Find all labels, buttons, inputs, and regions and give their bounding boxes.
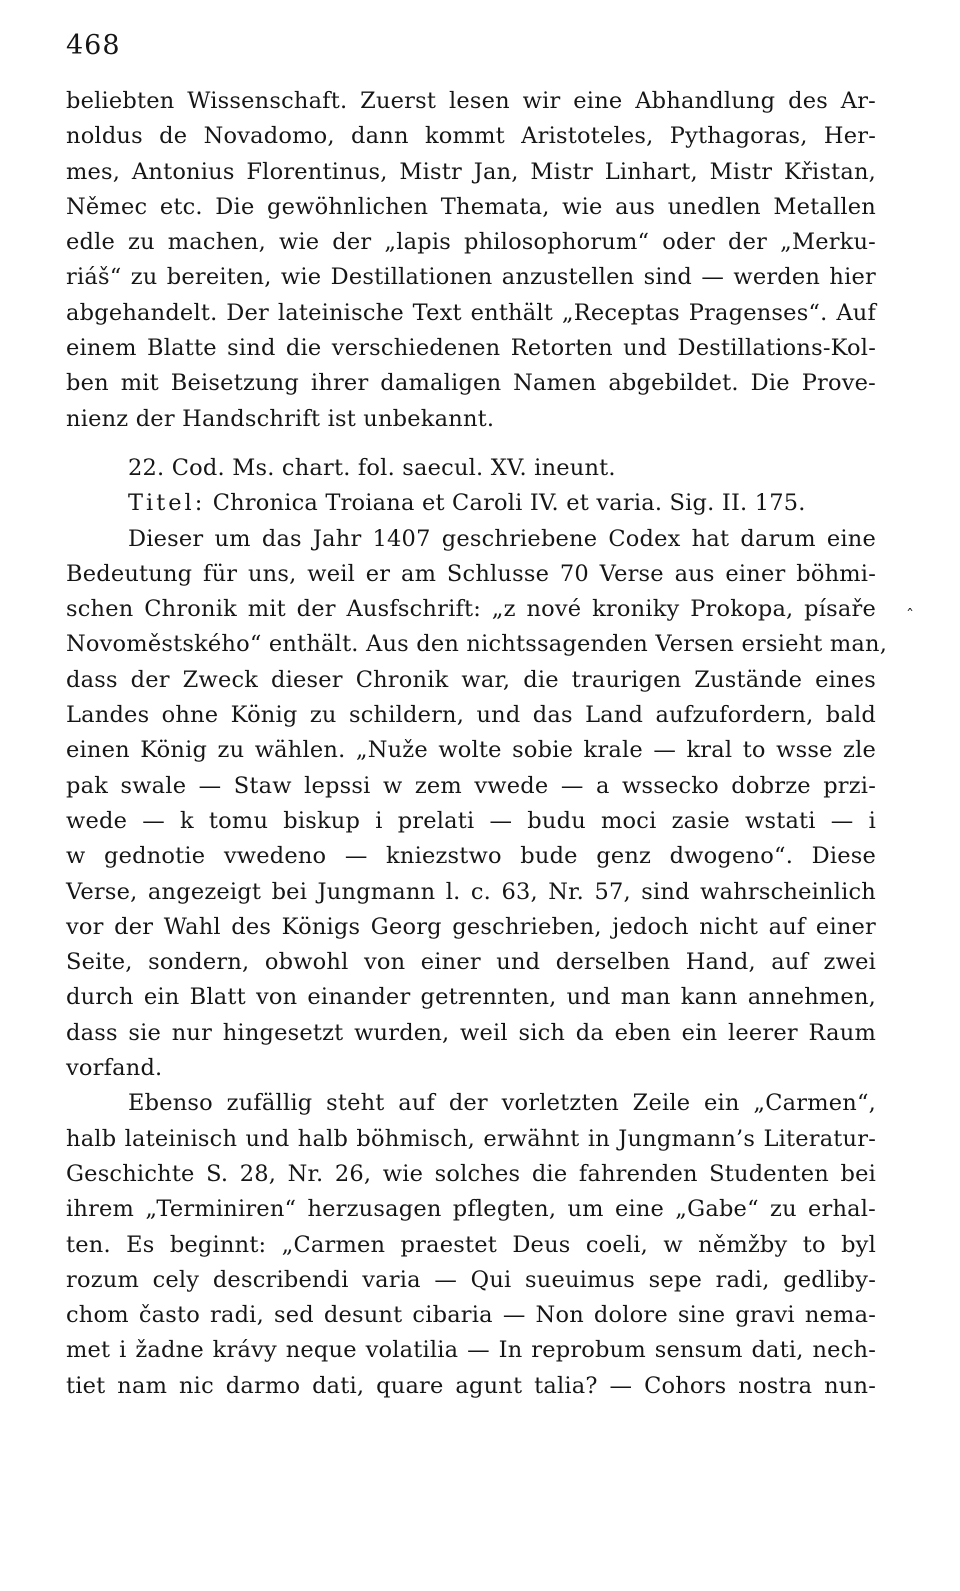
text-line: rozum cely describendi varia — Qui sueuimus sepe radi, gedliby-: [66, 1266, 876, 1293]
text-line: einem Blatte sind die verschiedenen Retorten und Destillations-Kol-: [66, 335, 876, 362]
text-line: vor der Wahl des Königs Georg geschrieben, jedoch nicht auf einer: [66, 913, 876, 940]
entry-title: [66, 486, 876, 521]
marginal-mark: ˆ: [906, 606, 914, 625]
text-line: durch ein Blatt von einander getrennten, und man kann annehmen,: [66, 984, 876, 1011]
text-line: mes, Antonius Florentinus, Mistr Jan, Mistr Linhart, Mistr Křistan,: [66, 158, 876, 185]
text-line: abgehandelt. Der lateinische Text enthält „Receptas Pragenses“. Auf: [66, 299, 876, 326]
text-line: nienz der Handschrift ist unbekannt.: [66, 405, 495, 432]
text-line: w gednotie vwedeno — kniezstwo bude genz dwogeno“. Diese: [66, 843, 876, 870]
text-line: Bedeutung für uns, weil er am Schlusse 70 Verse aus einer böhmi-: [66, 560, 876, 587]
text-line: edle zu machen, wie der „lapis philosophorum“ oder der „Merku-: [66, 229, 876, 256]
text-line: vorfand.: [66, 1055, 163, 1082]
text-line: chom často radi, sed desunt cibaria — Non dolore sine gravi nema-: [66, 1302, 876, 1329]
text-line: Verse, angezeigt bei Jungmann l. c. 63, Nr. 57, sind wahrscheinlich: [66, 878, 876, 905]
page-number: 468: [66, 30, 121, 61]
page-text: [66, 84, 888, 1404]
text-line: dass sie nur hingesetzt wurden, weil sich da eben ein leerer Raum: [66, 1019, 876, 1046]
text-line: Landes ohne König zu schildern, und das Land aufzufordern, bald: [66, 702, 876, 729]
paragraph-carmen: [66, 1086, 876, 1404]
text-line: wede — k tomu biskup i prelati — budu moci zasie wstati — i: [66, 807, 876, 834]
text-line: ben mit Beisetzung ihrer damaligen Namen abgebildet. Die Prove-: [66, 370, 876, 397]
text-line: dass der Zweck dieser Chronik war, die traurigen Zustände eines: [66, 666, 876, 693]
text-line: Seite, sondern, obwohl von einer und derselben Hand, auf zwei: [66, 949, 876, 976]
text-line: Němec etc. Die gewöhnlichen Themata, wie aus unedlen Metallen: [66, 193, 876, 220]
text-line: pak swale — Staw lepssi w zem vwede — a wssecko dobrze przi-: [66, 772, 876, 799]
paragraph-codex-description: [66, 522, 888, 1087]
text-line: einen König zu wählen. „Nuže wolte sobie krale — kral to wsse zle: [66, 737, 876, 764]
text-line: Novoměstského“ enthält. Aus den nichtssagenden Versen ersieht man,: [66, 631, 888, 658]
text-line: Ebenso zufällig steht auf der vorletzten Zeile ein „Carmen“,: [128, 1090, 876, 1117]
text-line: Dieser um das Jahr 1407 geschriebene Codex hat darum eine: [128, 525, 876, 552]
text-line: ten. Es beginnt: „Carmen praestet Deus coeli, w němžby to byl: [66, 1231, 876, 1258]
title-label: Titel:: [128, 490, 206, 517]
text-line: beliebten Wissenschaft. Zuerst lesen wir eine Abhandlung des Ar-: [66, 88, 876, 114]
text-line: riáš“ zu bereiten, wie Destillationen anzustellen sind — werden hier: [66, 264, 876, 291]
text-line: Geschichte S. 28, Nr. 26, wie solches die fahrenden Studenten bei: [66, 1160, 876, 1187]
text-line: ihrem „Terminiren“ herzusagen pflegten, um eine „Gabe“ zu erhal-: [66, 1196, 876, 1223]
text-line: tiet nam nic darmo dati, quare agunt talia? — Cohors nostra nun-: [66, 1372, 876, 1399]
text-line: halb lateinisch und halb böhmisch, erwähnt in Jungmann’s Literatur-: [66, 1125, 876, 1152]
text-line: schen Chronik mit der Ausfschrift: „z nové kroniky Prokopa, písaře: [66, 596, 876, 623]
text-line: noldus de Novadomo, dann kommt Aristoteles, Pythagoras, Her-: [66, 123, 876, 150]
entry-heading: 22. Cod. Ms. chart. fol. saecul. XV. ineunt.: [128, 454, 616, 481]
text-line: met i žadne krávy neque volatilia — In reprobum sensum dati, nech-: [66, 1337, 876, 1364]
paragraph-manuscript-description: [66, 84, 876, 437]
title-text: Chronica Troiana et Caroli IV. et varia. Sig. II. 175.: [212, 490, 806, 517]
